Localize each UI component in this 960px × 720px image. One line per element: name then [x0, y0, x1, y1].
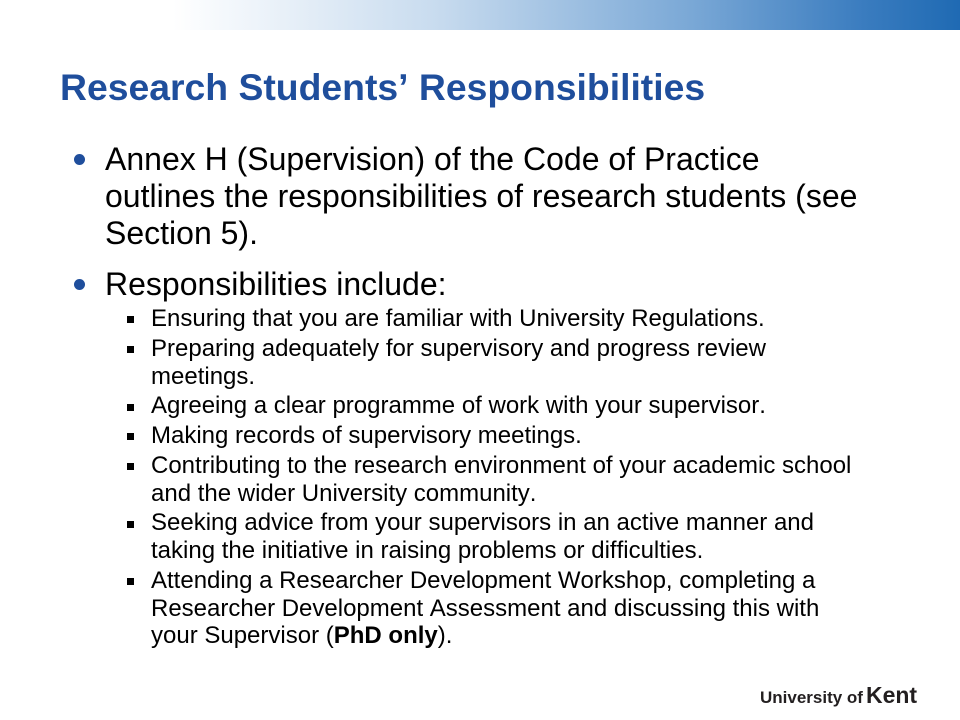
sub-bullet-text-end: ).: [437, 622, 453, 650]
bullet-text: Responsibilities include:: [105, 266, 447, 303]
sub-bullet-item: [151, 335, 862, 391]
square-bullet-icon: [127, 521, 134, 528]
square-bullet-icon: [127, 316, 134, 323]
bullet-list: [0, 141, 960, 650]
bullet-text: Annex H (Supervision) of the Code of Practice outlines the responsibilities of research students (see Section 5).: [105, 141, 858, 252]
sub-bullet-text: [151, 567, 819, 650]
sub-bullet-item: [151, 567, 862, 650]
square-bullet-icon: [127, 433, 134, 440]
sub-bullet-text-start: Attending a Researcher Development Workshop, completing a Researcher Development Assessment and discussing this with your Supervisor (: [151, 566, 820, 650]
logo-name-text: Kent: [865, 682, 918, 708]
sub-bullet-item: [151, 422, 862, 450]
phd-only-emphasis: PhD only: [333, 622, 438, 650]
square-bullet-icon: [127, 346, 134, 353]
sub-bullet-list: [151, 305, 862, 650]
university-of-kent-logo: [760, 682, 917, 711]
sub-bullet-text: Ensuring that you are familiar with University Regulations.: [151, 305, 765, 333]
square-bullet-icon: [127, 463, 134, 470]
square-bullet-icon: [127, 578, 134, 585]
round-bullet-icon: [74, 279, 85, 290]
sub-bullet-text: Seeking advice from your supervisors in an active manner and taking the initiative in raising problems or difficulties.: [151, 509, 814, 565]
sub-bullet-text: Preparing adequately for supervisory and progress review meetings.: [151, 334, 766, 390]
sub-bullet-item: [151, 305, 862, 333]
sub-bullet-text: Agreeing a clear programme of work with your supervisor.: [151, 392, 766, 420]
sub-bullet-text: Making records of supervisory meetings.: [151, 422, 582, 450]
sub-bullet-item: [151, 509, 862, 565]
bullet-item: [0, 266, 960, 650]
sub-bullet-item: [151, 452, 862, 508]
round-bullet-icon: [74, 154, 85, 165]
sub-bullet-text: Contributing to the research environment of your academic school and the wider University community.: [151, 451, 852, 507]
slide-title: Research Students’ Responsibilities: [60, 66, 706, 108]
sub-bullet-item: [151, 392, 862, 420]
square-bullet-icon: [127, 404, 134, 411]
bullet-item: [0, 141, 960, 252]
logo-prefix-text: University of: [760, 688, 863, 707]
header-gradient-bar: [0, 0, 960, 30]
